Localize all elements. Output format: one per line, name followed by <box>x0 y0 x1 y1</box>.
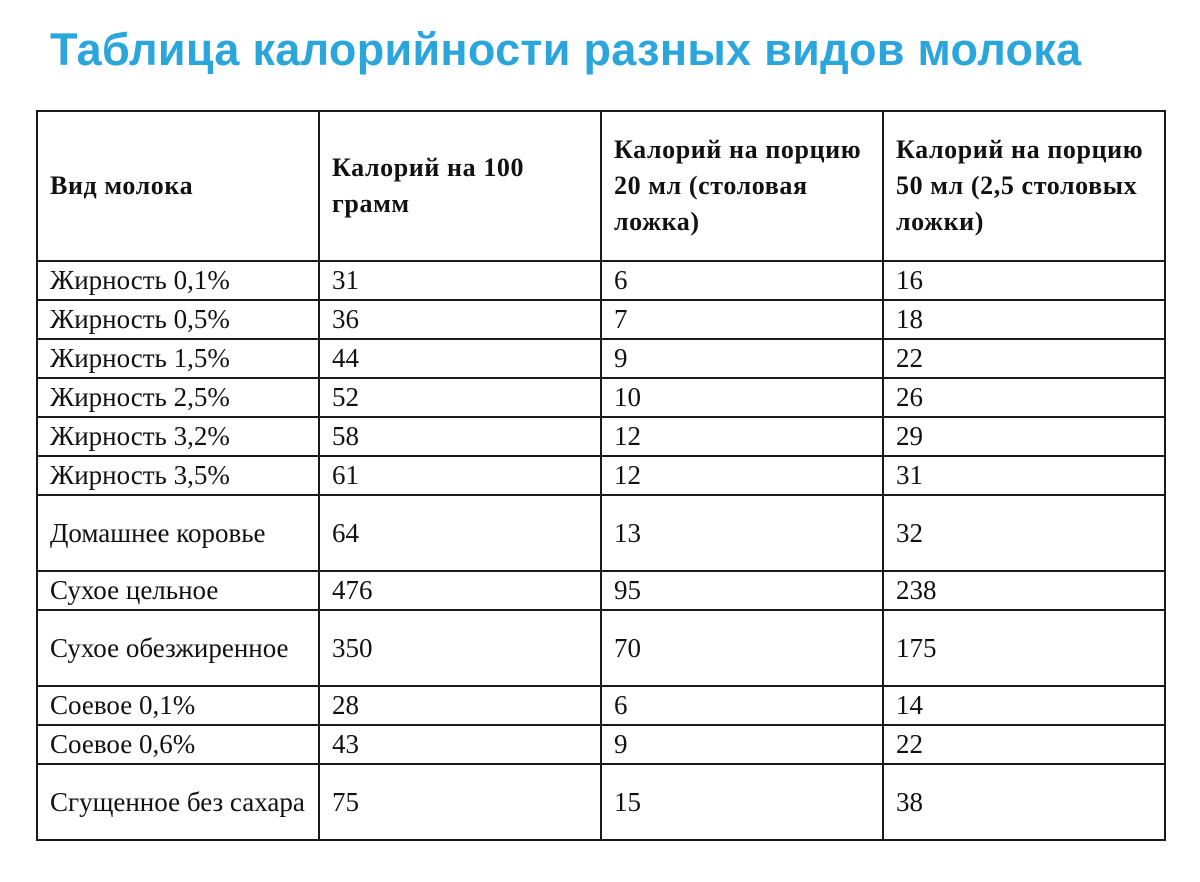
cell-kcal-20ml: 13 <box>601 495 883 571</box>
cell-kcal-100g: 44 <box>319 339 601 378</box>
cell-kcal-50ml: 22 <box>883 339 1165 378</box>
table-row <box>37 417 1165 456</box>
cell-milk-type: Сухое обезжиренное <box>37 610 319 686</box>
cell-kcal-20ml: 15 <box>601 764 883 840</box>
cell-kcal-100g: 75 <box>319 764 601 840</box>
table-row <box>37 686 1165 725</box>
cell-milk-type: Жирность 0,1% <box>37 261 319 300</box>
cell-kcal-20ml: 7 <box>601 300 883 339</box>
cell-kcal-100g: 476 <box>319 571 601 610</box>
cell-kcal-100g: 31 <box>319 261 601 300</box>
table-row <box>37 571 1165 610</box>
table-row <box>37 456 1165 495</box>
table-row <box>37 300 1165 339</box>
cell-kcal-100g: 350 <box>319 610 601 686</box>
cell-kcal-50ml: 238 <box>883 571 1165 610</box>
cell-kcal-50ml: 32 <box>883 495 1165 571</box>
table-header-row <box>37 111 1165 261</box>
cell-kcal-50ml: 16 <box>883 261 1165 300</box>
cell-milk-type: Сгущенное без сахара <box>37 764 319 840</box>
cell-kcal-20ml: 6 <box>601 261 883 300</box>
table-row <box>37 610 1165 686</box>
table-row <box>37 261 1165 300</box>
cell-kcal-100g: 36 <box>319 300 601 339</box>
cell-milk-type: Домашнее коровье <box>37 495 319 571</box>
cell-kcal-100g: 58 <box>319 417 601 456</box>
cell-kcal-20ml: 70 <box>601 610 883 686</box>
cell-kcal-50ml: 14 <box>883 686 1165 725</box>
cell-milk-type: Жирность 1,5% <box>37 339 319 378</box>
cell-kcal-20ml: 9 <box>601 339 883 378</box>
cell-kcal-100g: 52 <box>319 378 601 417</box>
cell-kcal-100g: 61 <box>319 456 601 495</box>
cell-kcal-50ml: 18 <box>883 300 1165 339</box>
header-milk-type: Вид молока <box>37 111 319 261</box>
cell-kcal-100g: 64 <box>319 495 601 571</box>
cell-milk-type: Жирность 0,5% <box>37 300 319 339</box>
cell-kcal-50ml: 38 <box>883 764 1165 840</box>
cell-kcal-20ml: 95 <box>601 571 883 610</box>
table-row <box>37 764 1165 840</box>
table-row <box>37 495 1165 571</box>
cell-milk-type: Жирность 2,5% <box>37 378 319 417</box>
table-row <box>37 339 1165 378</box>
header-kcal-per-100g: Калорий на 100 грамм <box>319 111 601 261</box>
cell-kcal-100g: 28 <box>319 686 601 725</box>
cell-kcal-50ml: 31 <box>883 456 1165 495</box>
header-kcal-per-20ml: Калорий на порцию 20 мл (столовая ложка) <box>601 111 883 261</box>
cell-milk-type: Сухое цельное <box>37 571 319 610</box>
cell-kcal-50ml: 29 <box>883 417 1165 456</box>
cell-milk-type: Соевое 0,1% <box>37 686 319 725</box>
table-row <box>37 378 1165 417</box>
table-row <box>37 725 1165 764</box>
page-title: Таблица калорийности разных видов молока <box>50 24 1082 75</box>
cell-kcal-50ml: 175 <box>883 610 1165 686</box>
cell-kcal-100g: 43 <box>319 725 601 764</box>
header-kcal-per-50ml: Калорий на порцию 50 мл (2,5 столовых ложки) <box>883 111 1165 261</box>
cell-kcal-50ml: 26 <box>883 378 1165 417</box>
cell-kcal-20ml: 9 <box>601 725 883 764</box>
cell-kcal-50ml: 22 <box>883 725 1165 764</box>
cell-milk-type: Жирность 3,2% <box>37 417 319 456</box>
cell-kcal-20ml: 12 <box>601 417 883 456</box>
cell-milk-type: Жирность 3,5% <box>37 456 319 495</box>
cell-kcal-20ml: 6 <box>601 686 883 725</box>
cell-kcal-20ml: 10 <box>601 378 883 417</box>
cell-milk-type: Соевое 0,6% <box>37 725 319 764</box>
cell-kcal-20ml: 12 <box>601 456 883 495</box>
milk-calorie-table <box>36 110 1166 841</box>
